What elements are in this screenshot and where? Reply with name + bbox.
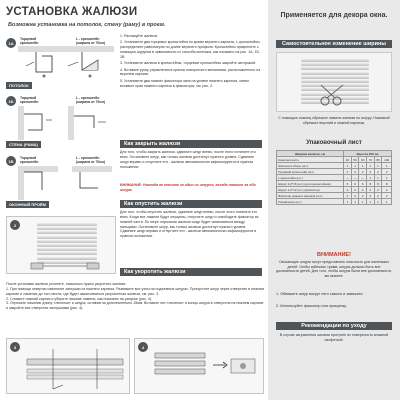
install-step-5: 5. Установите два нижних фиксатора окна на уровне нижнего карниза, затем вставьте края нижнего карниза в фиксаторы, см. рис. 2. bbox=[120, 78, 249, 88]
table-cell: 2 bbox=[367, 193, 375, 199]
table-cell: 6 bbox=[344, 181, 352, 187]
table-cell: 60 bbox=[359, 157, 367, 163]
figure-1a-caption: ПОТОЛОК bbox=[6, 82, 32, 89]
table-cell: 8 bbox=[382, 181, 392, 187]
figure-1b bbox=[6, 94, 116, 152]
table-cell: 2 bbox=[374, 187, 382, 193]
safety-item-2: 2. Используйте фиксатор или прищепку. bbox=[276, 304, 347, 308]
table-cell: 8 bbox=[367, 181, 375, 187]
table-cell: 2 bbox=[344, 193, 352, 199]
table-cell: 2 bbox=[351, 169, 359, 175]
shorten-section-title: Как укоротить жалюзи bbox=[120, 268, 262, 276]
table-cell: 1 bbox=[351, 163, 359, 169]
table-cell: 1 bbox=[344, 163, 352, 169]
figure-1b-caption: СТЕНА (РАМА) bbox=[6, 141, 41, 148]
install-steps-list bbox=[120, 34, 262, 88]
packing-table-header-width: Ширина жалюзи, см bbox=[277, 151, 344, 157]
care-text: В случае загрязнения жалюзи протрите их поверхность влажной салфеткой. bbox=[279, 333, 389, 342]
figure-3-drawing bbox=[23, 345, 127, 391]
table-cell: — bbox=[351, 175, 359, 181]
table-row bbox=[277, 199, 392, 205]
table-cell: Шуруп 3,2*12 (шт.) (фиксатор) bbox=[277, 187, 344, 193]
table-cell: Жалюзи в сборе (шт.) bbox=[277, 163, 344, 169]
figure-2 bbox=[6, 216, 116, 274]
close-section-warning: ВНИМАНИЕ: Никогда не тяните за один из шнуров, всегда тяните за оба шнура. bbox=[120, 183, 256, 192]
figure-1b-drawing bbox=[18, 106, 114, 140]
table-cell: 100 bbox=[382, 157, 392, 163]
open-section-text: Для того, чтобы опустить жалюзи, сдвиньте шнур влево, после этого потяните его вниз. Когда все ламели будут опущены, отпустите шнур и освободите фиксатор из нижней части. По мере опускания жалюзи шнур будет сматываться между пальцами. Остановите шнур, как только жалюзи достигнут нужного уровня. Сдвиньте шнур вправо и отпустите его - жалюзи автоматически зафиксируются в нужном положении. bbox=[120, 210, 259, 239]
safety-text: Свисающие шнуры могут представлять опасность для маленьких детей. Чтобы избежать травм, шнуры должны быть вне досягаемости детей. Для того, чтобы шнуры были вне досягаемости, вы можете: bbox=[276, 260, 392, 279]
table-cell: 2 bbox=[351, 193, 359, 199]
table-cell: 6 bbox=[359, 181, 367, 187]
table-cell: 50 bbox=[351, 157, 359, 163]
table-cell: 1 bbox=[374, 163, 382, 169]
table-cell: Шуруп 3,2*16 (шт.) (для кронштейнов) bbox=[277, 181, 344, 187]
table-cell: 2 bbox=[359, 187, 367, 193]
table-cell: 70 bbox=[367, 157, 375, 163]
table-cell: 1 bbox=[351, 199, 359, 205]
table-cell: Комплектность bbox=[277, 157, 344, 163]
packing-list-title: Упаковочный лист bbox=[306, 140, 362, 146]
figure-1b-label-end-bracket: Торцевой кронштейн bbox=[20, 96, 39, 104]
table-cell: — bbox=[344, 175, 352, 181]
table-cell: — bbox=[359, 175, 367, 181]
figure-1a-label-end-bracket: Торцевой кронштейн bbox=[20, 37, 39, 45]
figure-1v-number: 1В bbox=[6, 156, 16, 166]
install-step-2: 2. Установите два торцевых кронштейна по краям верхнего карниза, L-кронштейны распределите равномерно по длине верхнего профиля. Кронштейны прикрепите с помощью шурупов в зависимости от способа монтажа, как показано на рис. 1А, 1Б, 1В. bbox=[120, 40, 260, 59]
table-cell: 8 bbox=[374, 181, 382, 187]
table-cell: 2 bbox=[382, 187, 392, 193]
width-change-note: С помощью ножниц обрежьте ламели жалюзи по шнуру. Ножовкой обрежьте верхний и нижний карнизы. bbox=[278, 116, 390, 125]
table-cell: 1 bbox=[344, 199, 352, 205]
width-change-illustration bbox=[276, 52, 392, 112]
scissors-icon bbox=[317, 83, 353, 107]
table-cell: L-кронштейн (шт.) bbox=[277, 175, 344, 181]
table-cell: 1 bbox=[382, 175, 392, 181]
figure-1v-drawing bbox=[18, 166, 114, 200]
close-section-text: Для того, чтобы закрыть жалюзи, сдвиньте шнур влево, после этого потяните его вниз. Остановите шнур, как только жалюзи достигнут нужного уровня. Сдвиньте шнур вправо и отпустите его - жалюзи автоматически зафиксируются в нужном положении. bbox=[120, 150, 256, 169]
safety-item-1: 1. Обвяжите шнур вокруг него самого и завяжите. bbox=[276, 292, 364, 296]
table-cell: Управление (шт.) bbox=[277, 199, 344, 205]
figure-2-fixator-drawing bbox=[27, 255, 107, 273]
table-cell: Торцевой кронштейн (шт.) bbox=[277, 169, 344, 175]
shorten-section-body bbox=[6, 282, 264, 311]
figure-1a-number: 1А bbox=[6, 38, 16, 48]
table-cell: 40 bbox=[344, 157, 352, 163]
table-cell: 2 bbox=[374, 169, 382, 175]
table-cell: 2 bbox=[344, 169, 352, 175]
packing-table-wrap bbox=[276, 150, 392, 205]
figure-4-number: 4 bbox=[138, 342, 148, 352]
table-cell: 2 bbox=[351, 187, 359, 193]
close-section-title: Как закрыть жалюзи bbox=[120, 140, 262, 148]
shorten-section-intro: После установки жалюзи уточните, насколько нужно укоротить жалюзи: bbox=[6, 282, 127, 286]
table-cell: 2 bbox=[374, 193, 382, 199]
figure-1v-caption: ОКОННЫЙ ПРОЁМ bbox=[6, 201, 49, 208]
table-cell: 6 bbox=[351, 181, 359, 187]
table-cell: 1 bbox=[359, 199, 367, 205]
table-cell: 2 bbox=[367, 169, 375, 175]
open-section-title: Как опустить жалюзи bbox=[120, 200, 262, 208]
figure-1a bbox=[6, 34, 116, 92]
figure-1b-number: 1Б bbox=[6, 96, 16, 106]
shorten-step-2: 2. Снимите нижний карниз и уберите лишние ламели, как показано на рисунке (рис. 4). bbox=[6, 296, 153, 301]
figure-3-number: 3 bbox=[10, 342, 20, 352]
install-step-1: 1. Распакуйте жалюзи. bbox=[120, 34, 158, 38]
table-cell: 1 bbox=[367, 199, 375, 205]
figure-1v bbox=[6, 154, 116, 212]
figure-2-number: 2 bbox=[10, 220, 20, 230]
install-step-3: 3. Установите жалюзи в кронштейны, торцевые кронштейны закройте заглушкой. bbox=[120, 61, 257, 66]
table-cell: 1 bbox=[382, 163, 392, 169]
shorten-step-1: 1. При помощи отвертки извлеките заглушки из нижнего карниза. Развяжите все узлы на подъемных шнурах. Пропустите шнур через отверстие в нижнем карнизе и ламелях до того места, где будет заканчиваться укороченная жалюзи, см. рис. 3. bbox=[6, 286, 264, 296]
shorten-step-3: 3. Отрежьте лишнюю длину «лесенки» и шнура, оставив на дополнительно 15мм. Вставьте эти «лесенки» и концы шнура в отверстия на нижнем карнизе и закройте все отверстия заглушками (рис. 4). bbox=[6, 301, 264, 311]
page-title: УСТАНОВКА ЖАЛЮЗИ bbox=[6, 6, 138, 18]
packing-table bbox=[276, 150, 392, 205]
figure-1v-label-end-bracket: Торцевой кронштейн bbox=[20, 156, 39, 164]
table-cell: 2 bbox=[344, 187, 352, 193]
figure-3 bbox=[6, 338, 130, 394]
install-step-4: 4. Вставьте ручку управления в крючок поворотного механизма, расположенного на верхнем карнизе. bbox=[120, 67, 261, 77]
right-panel-heading: Применяется для декора окна. bbox=[280, 12, 388, 19]
table-cell: Фиксатор нижнего карниза (шт.) bbox=[277, 193, 344, 199]
table-cell: 1 bbox=[374, 199, 382, 205]
table-cell: 1 bbox=[374, 175, 382, 181]
table-cell: 1 bbox=[382, 199, 392, 205]
table-cell: 1 bbox=[367, 163, 375, 169]
figure-1v-label-l-bracket: L - кронштейн (ширина от 70см) bbox=[76, 156, 105, 164]
table-cell: 2 bbox=[382, 193, 392, 199]
width-change-title: Самостоятельное изменение ширины bbox=[276, 40, 392, 48]
figure-1a-label-l-bracket: L - кронштейн (ширина от 70см) bbox=[76, 37, 105, 45]
care-title: Рекомендации по уходу bbox=[276, 322, 392, 330]
table-cell: 80 bbox=[374, 157, 382, 163]
figure-4 bbox=[134, 338, 264, 394]
table-cell: 1 bbox=[359, 163, 367, 169]
table-cell: 2 bbox=[367, 187, 375, 193]
table-cell: 2 bbox=[359, 169, 367, 175]
table-cell: 1 bbox=[367, 175, 375, 181]
figure-1b-label-l-bracket: L - кронштейн (ширина от 70см) bbox=[76, 96, 105, 104]
packing-table-header-height: Высота 160 см bbox=[344, 151, 392, 157]
figure-4-drawing bbox=[151, 345, 261, 391]
safety-title: ВНИМАНИЕ! bbox=[317, 252, 351, 258]
table-cell: 2 bbox=[382, 169, 392, 175]
table-cell: 2 bbox=[359, 193, 367, 199]
figure-1a-drawing bbox=[18, 46, 114, 80]
page-subtitle: Возможна установка на потолок, стену (раму) в проем. bbox=[8, 22, 166, 28]
